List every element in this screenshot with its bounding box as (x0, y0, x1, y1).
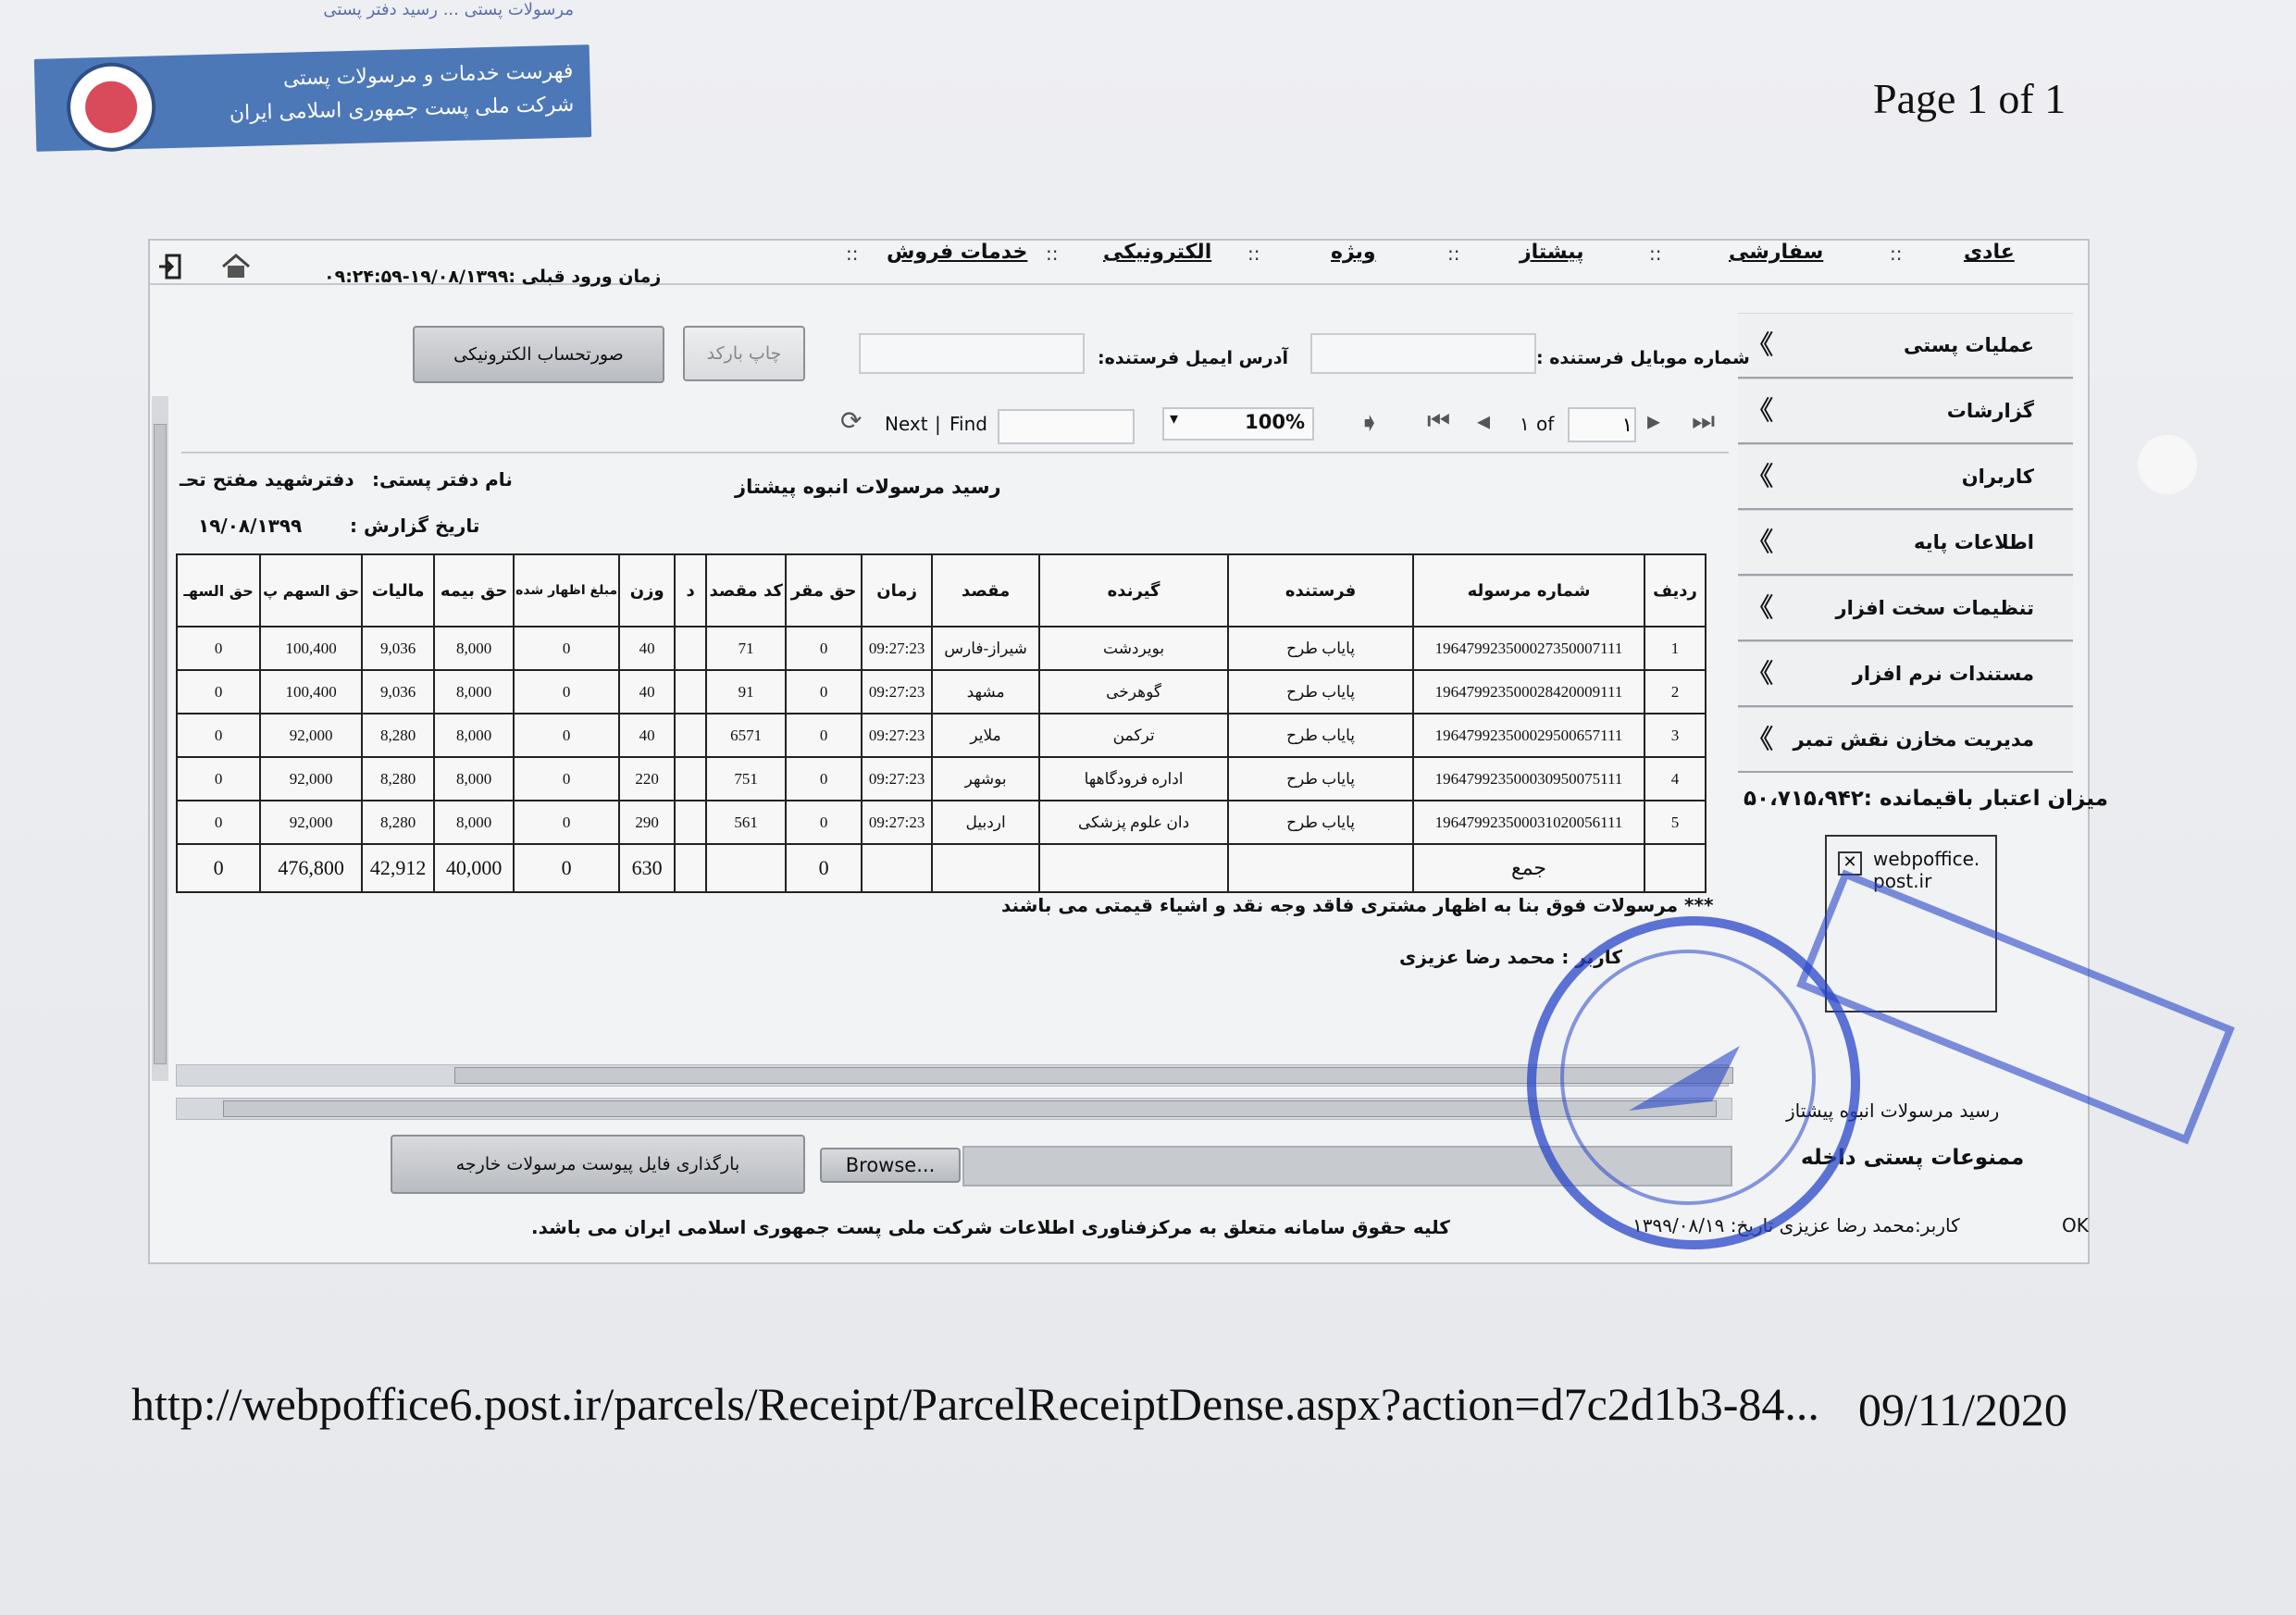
total-cell (1039, 844, 1228, 892)
next-link[interactable]: Next (885, 413, 928, 435)
scrollbar-thumb[interactable] (223, 1100, 1717, 1117)
bulk-receipt-link[interactable]: رسید مرسولات انبوه پیشتاز (1786, 1099, 2000, 1122)
column-header: مالیات (362, 554, 434, 627)
nav-separator: :: (1890, 242, 1903, 265)
table-cell: 561 (706, 801, 786, 844)
column-header: د (675, 554, 706, 627)
double-chevron-icon: 《 (1747, 592, 1774, 623)
table-cell: 0 (514, 670, 619, 714)
table-cell: 91 (706, 670, 786, 714)
table-cell: 0 (177, 757, 260, 801)
table-cell: 0 (177, 627, 260, 670)
double-chevron-icon: 《 (1747, 329, 1774, 360)
disclaimer-note: *** مرسولات فوق بنا به اظهار مشتری فاقد وجه نقد و اشیاء قیمتی می باشند (1001, 894, 1714, 916)
table-cell: 0 (514, 714, 619, 757)
table-cell: 09:27:23 (862, 757, 932, 801)
table-cell: ترکمن (1039, 714, 1228, 757)
double-chevron-icon: 《 (1747, 527, 1774, 557)
sidebar-item-software-docs[interactable]: 《 مستندات نرم افزار (1738, 641, 2073, 707)
copyright-text: کلیه حقوق سامانه متعلق به مرکزفناوری اطلاعات شرکت ملی پست جمهوری اسلامی ایران می باشد. (531, 1216, 1450, 1238)
table-cell: 0 (177, 714, 260, 757)
forbidden-items-link[interactable]: ممنوعات پستی داخله (1801, 1146, 2025, 1170)
table-cell: 0 (514, 757, 619, 801)
nav-separator: :: (1247, 242, 1260, 265)
printed-url: http://webpoffice6.post.ir/parcels/Receipt/ParcelReceiptDense.aspx?action=d7c2d1b3-84... (131, 1378, 1819, 1430)
table-cell: پایاب طرح (1228, 801, 1413, 844)
find-input[interactable] (998, 409, 1135, 444)
next-page-icon[interactable]: ▸ (1647, 405, 1661, 436)
nav-separator: :: (846, 242, 859, 265)
table-cell: 0 (786, 801, 862, 844)
refresh-arrow-icon[interactable]: ➧ (1359, 407, 1381, 438)
total-cell: 0 (514, 844, 619, 892)
handwritten-note: مرسولات پستی ... رسید دفتر پستی (323, 0, 574, 19)
table-cell: 100,400 (260, 627, 362, 670)
table-cell: پایاب طرح (1228, 714, 1413, 757)
table-cell: بویردشت (1039, 627, 1228, 670)
table-cell: 196479923500031020056111 (1413, 801, 1644, 844)
column-header: حق السهـ (177, 554, 260, 627)
table-cell: 0 (514, 801, 619, 844)
logo-text-line2: شرکت ملی پست جمهوری اسلامی ایران (229, 93, 575, 126)
table-cell: 8,000 (434, 801, 514, 844)
report-vertical-scrollbar[interactable] (152, 396, 168, 1081)
table-cell: 8,000 (434, 714, 514, 757)
table-row (177, 801, 1706, 844)
table-row (177, 670, 1706, 714)
sidebar-item-reports[interactable]: 《 گزارشات (1738, 379, 2073, 444)
total-row (177, 844, 1706, 892)
table-cell: 8,000 (434, 670, 514, 714)
table-cell (675, 757, 706, 801)
table-cell: 8,000 (434, 627, 514, 670)
table-cell: 8,000 (434, 757, 514, 801)
table-cell: 196479923500027350007111 (1413, 627, 1644, 670)
double-chevron-icon: 《 (1747, 461, 1774, 491)
broken-image-icon: ✕ (1838, 851, 1862, 876)
nav-separator: :: (1046, 242, 1059, 265)
nav-separator: :: (1447, 242, 1460, 265)
total-cell (932, 844, 1039, 892)
report-horizontal-scrollbar[interactable] (176, 1064, 1729, 1087)
table-cell: 5 (1644, 801, 1706, 844)
table-cell: 0 (514, 627, 619, 670)
ok-label: OK (2062, 1214, 2089, 1236)
table-cell: 100,400 (260, 670, 362, 714)
report-date-label: تاریخ گزارش : (350, 515, 480, 537)
table-cell: 196479923500028420009111 (1413, 670, 1644, 714)
receipt-table (176, 553, 1706, 893)
table-cell: 0 (177, 670, 260, 714)
column-header: مبلغ اظهار شده (514, 554, 619, 627)
table-cell: شیراز-فارس (932, 627, 1039, 670)
table-cell: 0 (786, 627, 862, 670)
total-cell (1644, 844, 1706, 892)
table-cell: 09:27:23 (862, 670, 932, 714)
sidebar-item-base-info[interactable]: 《 اطلاعات پایه (1738, 510, 2073, 576)
table-cell: 09:27:23 (862, 714, 932, 757)
toolbar-divider (181, 452, 1729, 453)
table-cell: 1 (1644, 627, 1706, 670)
table-cell: پایاب طرح (1228, 627, 1413, 670)
nav-special[interactable]: ویژه (1331, 241, 1376, 264)
column-header: حق بیمه (434, 554, 514, 627)
total-cell: 0 (786, 844, 862, 892)
last-login-time: زمان ورود قبلی :۱۹/۰۸/۱۳۹۹-۰۹:۲۴:۵۹ (324, 267, 662, 287)
table-cell: 40 (619, 627, 675, 670)
home-icon[interactable] (220, 254, 252, 280)
find-link[interactable]: Find (949, 413, 987, 435)
table-cell: 6571 (706, 714, 786, 757)
sidebar-item-hardware-settings[interactable]: 《 تنظیمات سخت افزار (1738, 576, 2073, 641)
browse-button[interactable]: Browse... (820, 1148, 961, 1183)
total-cell: 40,000 (434, 844, 514, 892)
double-chevron-icon: 《 (1747, 395, 1774, 426)
table-cell: 40 (619, 670, 675, 714)
table-cell: 9,036 (362, 627, 434, 670)
page-of-label: of (1536, 413, 1555, 435)
remaining-credit: میزان اعتبار باقیمانده :۵۰،۷۱۵،۹۴۲ (1744, 787, 2108, 811)
table-cell (675, 627, 706, 670)
table-cell: 4 (1644, 757, 1706, 801)
sidebar-menu (1738, 313, 2073, 773)
column-header: گیرنده (1039, 554, 1228, 627)
total-cell (706, 844, 786, 892)
total-cell (675, 844, 706, 892)
table-cell: 92,000 (260, 757, 362, 801)
toolbar-separator: | (935, 413, 941, 435)
page-indicator: Page 1 of 1 (1873, 75, 2066, 122)
table-row (177, 757, 1706, 801)
column-header: فرستنده (1228, 554, 1413, 627)
double-chevron-icon: 《 (1747, 658, 1774, 689)
total-cell: جمع (1413, 844, 1644, 892)
report-user: کاربر : محمد رضا عزیزی (1399, 946, 1622, 968)
page-number-input[interactable] (1568, 407, 1636, 442)
table-header-row (177, 554, 1706, 627)
table-cell: 2 (1644, 670, 1706, 714)
table-cell: 8,280 (362, 801, 434, 844)
chevron-down-icon: ▾ (1170, 409, 1179, 429)
table-row (177, 627, 1706, 670)
table-cell: 290 (619, 801, 675, 844)
table-cell: مشهد (932, 670, 1039, 714)
nav-express[interactable]: پیشتاز (1520, 241, 1584, 264)
total-cell: 476,800 (260, 844, 362, 892)
sender-mobile-input[interactable] (1310, 333, 1536, 374)
last-page-icon[interactable]: ⏭ (1692, 405, 1716, 436)
nav-electronic[interactable]: الکترونیکی (1103, 241, 1212, 264)
logo-text-line1: فهرست خدمات و مرسولات پستی (282, 59, 574, 91)
table-cell: گوهرخی (1039, 670, 1228, 714)
page-horizontal-scrollbar[interactable] (176, 1098, 1732, 1120)
table-cell: 196479923500030950075111 (1413, 757, 1644, 801)
column-header: شماره مرسوله (1413, 554, 1644, 627)
total-cell (862, 844, 932, 892)
table-cell: 92,000 (260, 714, 362, 757)
exit-icon[interactable] (157, 254, 183, 280)
nav-normal[interactable]: عادی (1964, 241, 2015, 264)
total-cell: 42,912 (362, 844, 434, 892)
table-cell: 3 (1644, 714, 1706, 757)
table-cell: 92,000 (260, 801, 362, 844)
table-cell (675, 801, 706, 844)
office-name-value: دفترشهید مفتح تحـ (180, 468, 354, 491)
zoom-select[interactable]: ▾ 100% (1162, 407, 1314, 441)
column-header: زمان (862, 554, 932, 627)
table-cell (675, 670, 706, 714)
office-name-label: نام دفتر پستی: (372, 468, 513, 491)
scrollbar-thumb[interactable] (154, 424, 167, 1064)
column-header: وزن (619, 554, 675, 627)
table-cell: 09:27:23 (862, 627, 932, 670)
nav-separator: :: (1649, 242, 1662, 265)
table-cell: 40 (619, 714, 675, 757)
table-cell: 0 (786, 757, 862, 801)
column-header: ردیف (1644, 554, 1706, 627)
table-cell: 8,280 (362, 757, 434, 801)
table-cell: 0 (177, 801, 260, 844)
total-cell: 630 (619, 844, 675, 892)
column-header: مقصد (932, 554, 1039, 627)
column-header: حق السهم پ (260, 554, 362, 627)
first-page-icon[interactable]: ⏮ (1427, 405, 1451, 436)
table-cell: 0 (786, 714, 862, 757)
table-cell: ملایر (932, 714, 1039, 757)
column-header: حق مقر (786, 554, 862, 627)
table-cell (675, 714, 706, 757)
table-cell: 0 (786, 670, 862, 714)
table-cell: 9,036 (362, 670, 434, 714)
table-cell: 71 (706, 627, 786, 670)
double-chevron-icon: 《 (1747, 724, 1774, 754)
page-total: ۱ (1520, 413, 1530, 435)
upload-attachment-button[interactable]: بارگذاری فایل پیوست مرسولات خارجه (391, 1135, 805, 1194)
table-cell: اداره فرودگاهها (1039, 757, 1228, 801)
popup-text: webpoffice.post.ir (1873, 848, 1980, 892)
footer-user-date: کاربر:محمد رضا عزیزی تاریخ: ۱۳۹۹/۰۸/۱۹ (1632, 1214, 1960, 1236)
table-cell: بوشهر (932, 757, 1039, 801)
table-row (177, 714, 1706, 757)
nav-registered[interactable]: سفارشی (1729, 241, 1824, 264)
table-cell: 196479923500029500657111 (1413, 714, 1644, 757)
sidebar-item-stamp-repository[interactable]: 《 مدیریت مخازن نقش تمبر (1738, 707, 2073, 773)
sender-mobile-label: شماره موبایل فرستنده : (1536, 348, 1750, 368)
table-cell: 09:27:23 (862, 801, 932, 844)
print-barcode-button[interactable]: چاپ بارکد (683, 326, 805, 381)
nav-sales-services[interactable]: خدمات فروش (887, 241, 1028, 264)
sender-email-label: آدرس ایمیل فرستنده: (1098, 348, 1288, 368)
top-navigation (150, 241, 2088, 285)
table-cell: اردبیل (932, 801, 1039, 844)
table-cell: 8,280 (362, 714, 434, 757)
table-cell: پایاب طرح (1228, 757, 1413, 801)
post-emblem-icon (66, 61, 156, 152)
punch-hole (2138, 435, 2197, 494)
sender-email-input[interactable] (859, 333, 1085, 374)
post-logo-strip (34, 44, 591, 152)
sidebar-item-postal-operations[interactable]: 《 عملیات پستی (1738, 313, 2073, 379)
table-cell: دان علوم پزشکی (1039, 801, 1228, 844)
sidebar-item-users[interactable]: 《 کاربران (1738, 444, 2073, 510)
column-header: کد مقصد (706, 554, 786, 627)
report-date-value: ۱۹/۰۸/۱۳۹۹ (198, 515, 303, 537)
print-date: 09/11/2020 (1858, 1384, 2067, 1435)
table-cell: پایاب طرح (1228, 670, 1413, 714)
report-title: رسید مرسولات انبوه پیشتاز (735, 476, 1001, 498)
e-invoice-button[interactable]: صورتحساب الکترونیکی (413, 326, 664, 383)
table-cell: 220 (619, 757, 675, 801)
table-cell: 751 (706, 757, 786, 801)
previous-page-icon[interactable]: ◂ (1477, 405, 1491, 436)
export-icon[interactable]: ⟳ (840, 405, 863, 436)
total-cell (1228, 844, 1413, 892)
total-cell: 0 (177, 844, 260, 892)
